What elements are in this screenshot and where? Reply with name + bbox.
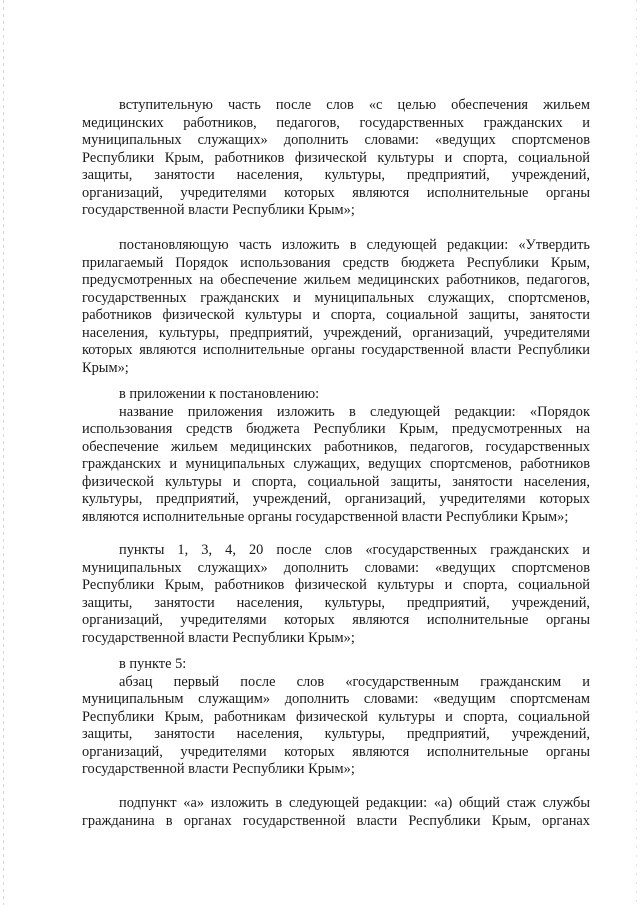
paragraph-line: защиты, занятости населения, культуры, предприятий, учреждений, xyxy=(82,726,590,742)
paragraph-points-1-3-4-20 xyxy=(82,542,590,647)
paragraph-line: обеспечение жильем медицинских работников, педагогов, государственных xyxy=(82,438,590,455)
paragraph-line: название приложения изложить в следующей редакции: «Порядок xyxy=(119,403,590,420)
paragraph-line: государственных гражданских и муниципальных служащих, спортсменов, xyxy=(82,289,590,306)
paragraph-line: населения, культуры, предприятий, учреждений, организаций, учредителями xyxy=(82,324,590,341)
paragraph-point-5-first-paragraph xyxy=(82,674,590,779)
paragraph-line: являются исполнительные органы государственной власти Республики Крым»; xyxy=(82,508,569,525)
paragraph-line: в приложении к постановлению: xyxy=(119,386,320,402)
paragraph-line: муниципальным служащим» дополнить словами: «ведущим спортсменам xyxy=(82,691,590,707)
paragraph-line: государственной власти Республики Крым»; xyxy=(82,202,355,218)
scan-binding-edge xyxy=(3,0,4,905)
paragraph-line: работников физической культуры и спорта, социальной защиты, занятости xyxy=(82,307,590,323)
paragraph-line: Республики Крым, работников физической культуры и спорта, социальной xyxy=(82,577,590,593)
paragraph-line: муниципальных служащих» дополнить словами: «ведущих спортсменов xyxy=(82,559,590,576)
paragraph-line: Республики Крым, работников физической культуры и спорта, социальной xyxy=(82,149,590,166)
paragraph-operative-part xyxy=(82,237,590,377)
paragraph-subpoint-a xyxy=(82,795,590,830)
paragraph-line: гражданина в органах государственной власти Республики Крым, органах xyxy=(82,812,590,829)
paragraph-line: организаций, учредителями которых являются исполнительные органы xyxy=(82,184,590,201)
paragraph-line: медицинских работников, педагогов, государственных гражданских и xyxy=(82,114,590,131)
paragraph-line: муниципальных служащих» дополнить словами: «ведущих спортсменов xyxy=(82,132,590,148)
paragraph-line: вступительную часть после слов «с целью обеспечения жильем xyxy=(119,97,590,113)
paragraph-line: в пункте 5: xyxy=(119,656,187,672)
paragraph-point-5-intro xyxy=(82,656,590,674)
paragraph-line: абзац первый после слов «государственным гражданским и xyxy=(119,673,590,690)
paragraph-line: защиты, занятости населения, культуры, предприятий, учреждений, xyxy=(82,167,590,183)
paragraph-appendix-title xyxy=(82,404,590,527)
paragraph-line: организаций, учредителями которых являются исполнительные органы xyxy=(82,612,590,628)
paragraph-line: постановляющую часть изложить в следующей редакции: «Утвердить xyxy=(119,237,590,253)
paragraph-line: которых являются исполнительные органы государственной власти Республики xyxy=(82,342,590,358)
scan-right-edge xyxy=(636,0,637,905)
paragraph-line: организаций, учредителями которых являются исполнительные органы xyxy=(82,743,590,760)
paragraph-appendix-intro xyxy=(82,386,590,404)
paragraph-line: культуры, предприятий, учреждений, организаций, учредителями которых xyxy=(82,491,590,507)
paragraph-line: государственной власти Республики Крым»; xyxy=(82,761,355,777)
paragraph-line: использования средств бюджета Республики Крым, предусмотренных на xyxy=(82,421,590,437)
paragraph-line: прилагаемый Порядок использования средств бюджета Республики Крым, xyxy=(82,254,590,271)
paragraph-line: гражданских и муниципальных служащих, ведущих спортсменов, работников xyxy=(82,456,590,472)
paragraph-intro-amendment xyxy=(82,97,590,220)
paragraph-line: физической культуры и спорта, социальной защиты, занятости населения, xyxy=(82,473,590,490)
paragraph-line: пункты 1, 3, 4, 20 после слов «государственных гражданских и xyxy=(119,542,590,558)
paragraph-line: защиты, занятости населения, культуры, предприятий, учреждений, xyxy=(82,594,590,611)
paragraph-line: Крым»; xyxy=(82,359,129,376)
paragraph-line: подпункт «а» изложить в следующей редакции: «а) общий стаж службы xyxy=(119,795,590,811)
paragraph-line: Республики Крым, работникам физической культуры и спорта, социальной xyxy=(82,708,590,725)
paragraph-line: предусмотренных на обеспечение жильем медицинских работников, педагогов, xyxy=(82,272,590,288)
paragraph-line: государственной власти Республики Крым»; xyxy=(82,629,355,646)
